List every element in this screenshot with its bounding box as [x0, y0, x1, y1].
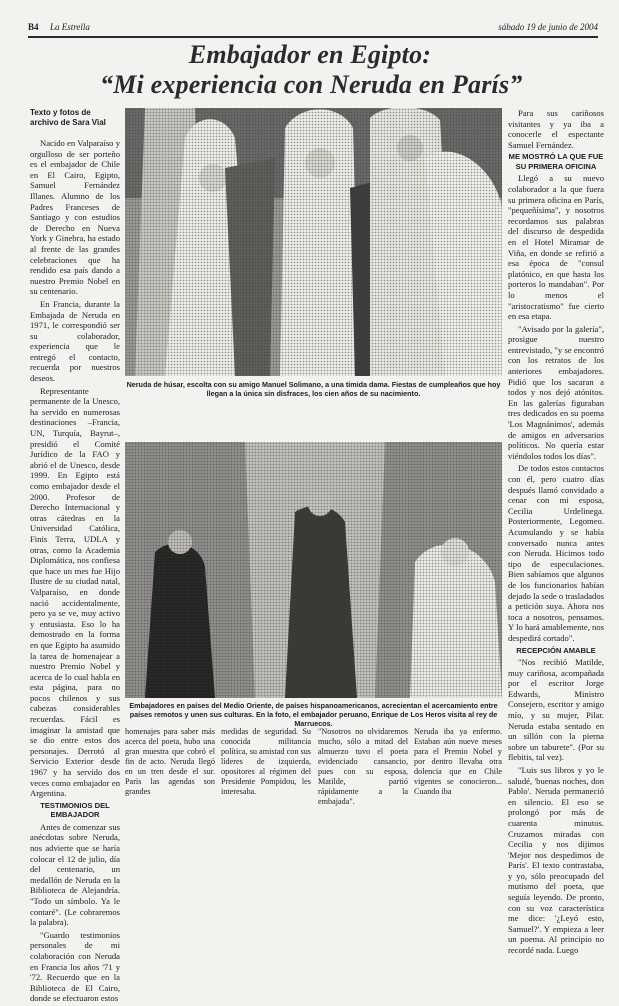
publication-name: La Estrella: [50, 22, 90, 32]
photo-caption-2: Embajadores en países del Medio Oriente, de países hispanoamericanos, acrecientan el acercamiento entre países remotos y unen sus culturas. En la foto, el embajador peruano, Enrique de Los Heros visita al rey de Marruecos.: [129, 701, 498, 728]
paragraph: "Luis sus libros y yo le saludé, 'buenas noches, don Pablo'. Neruda permaneció en silencio. El eso se prolongó por más de cuarenta minutos. Cruzamos miradas con Cecilia y nos dijimos 'Mejor nos despedimos de París'. El texto contrastaba, y yo, sólo preocupado del mutismo del poeta, que seguía leyendo. De pronto, con su voz característica me dice: '¿Leyó esto, Samuel?'. Y empieza a leer un poema. Al principio no recordé nada. Luego: [508, 764, 604, 956]
byline: [30, 108, 120, 128]
paragraph: "Nos recibió Matilde, muy cariñosa, acompañada por el escritor Jorge Edwards, Ministro Consejero, escritor y amigo mío, y su mujer, Pilar. Neruda estaba sentado en un sillón con la pierna sobre un taburete". (Por su flebitis, tal vez).: [508, 657, 604, 763]
paragraph: Para sus cariñosos visitantes y ya iba a conocerle el espectante Samuel Fernández.: [508, 108, 604, 150]
header-rule: [28, 36, 598, 38]
bottom-column-2: medidas de seguridad. Su conocida militancia política, su amistad con sus líderes de izquierda, opositores al régimen del Presidente Pompidou, les interesaba.: [221, 727, 311, 796]
paragraph: Nacido en Valparaíso y orgulloso de ser porteño es el embajador de Chile en El Cairo, Egipto, Samuel Fernández Illanes. Alumno de los Padres Franceses de Santiago y con estudios de Derecho en Nueva York y Ginebra, ha estado al frente de las grandes celebraciones que ha rendido esa país dando a nuestro Premio Nobel en su centenario.: [30, 138, 120, 297]
byline-line-2: archivo de Sara Vial: [30, 118, 106, 127]
paragraph: En Francia, durante la Embajada de Neruda en 1971, le correspondió ser su colaborador, experiencia que le entregó el contacto, recuerda por nuestros deseos.: [30, 298, 120, 384]
paragraph: De todos estos contactos con él, pero cuatro días después llamó convidado a cenar con mi esposa, Cecilia Urdelinega. Posteriormente, Legomeo. Acumulando y se había conversado nunca antes con Neruda. Hicimos todo tipo de especulaciones. Bien sabíamos que algunos de los funcionarios habían dejado la sede o trasladados a petición suya. Ahora nos toca a nosotros, pensamos. Y lo hará amablemente, nos despedirá cortado".: [508, 463, 604, 643]
headline-line-1: Embajador en Egipto:: [188, 40, 432, 69]
left-column: [30, 108, 120, 1006]
photo-ambassador-king: [125, 442, 502, 698]
byline-line-1: Texto y fotos de: [30, 108, 91, 117]
publication-date: sábado 19 de junio de 2004: [498, 22, 598, 32]
photo-neruda-costume: [125, 108, 502, 376]
subheading: TESTIMONIOS DEL EMBAJADOR: [40, 800, 110, 820]
right-column: [508, 108, 604, 958]
headline: [100, 40, 523, 100]
bottom-column-4: Neruda iba ya enfermo. Estaban aún nueve meses para el Premio Nobel y por dentro llevaba otra dolencia que en Chile vigentes se conocieron... Cuando iba: [414, 727, 502, 796]
bottom-column-3: "Nosotros no olvidaremos mucho, sólo a mitad del almuerzo tuvo el poeta evidenciado cansancio, pues con su esposa, Matilde, partió rápidamente a la embajada".: [318, 727, 408, 806]
subheading: ME MOSTRÓ LA QUE FUE SU PRIMERA OFICINA: [508, 152, 604, 171]
photo-neruda-costume-image: [125, 108, 502, 376]
paragraph: "Avisado por la galería", prosigue nuestro entrevistado, "y se encontró con los retratos de los anteriores embajadores. Pidió que los sacaran a todos y nos dejó atónitos. En las galerías figuraban tres dedicados en su poema 'Los Magnánimos', además de amigos en adversarios políticos. No quería estar viéndolos todos los días".: [508, 323, 604, 461]
page-number: B4: [28, 22, 39, 32]
paragraph: "Guardo testimonios personales de mi colaboración con Neruda en Francia los años '71 y '72. Recuerdo que en la Biblioteca de El Cairo, donde se efectuaron estos: [30, 929, 120, 1004]
photo-caption-1: Neruda de húsar, escolta con su amigo Manuel Solimano, a una tímida dama. Fiestas de cumpleaños que hoy llegan a la única sin disfraces, los cien años de su nacimiento.: [126, 380, 501, 398]
page-header: [28, 22, 598, 36]
subheading: RECEPCIÓN AMABLE: [516, 645, 596, 655]
photo-ambassador-king-image: [125, 442, 502, 698]
paragraph: Llegó a su nuevo colaborador a la que fuera su primera oficina en París, "pequeñísima", y nosotros recordamos sus palabras del discurso de despedida en el Hotel Miramar de Viña, en donde se refirió a esa época de "consul platónico, en que hasta los porteros lo mandaban". Por lo menos el "aristocratismo" fue cierto en esa etapa.: [508, 173, 604, 322]
bottom-column-1: homenajes para saber más acerca del poeta, hubo una gran muestra que cobró el fin de acto. Neruda llegó en un tren desde el sur. París las agendas son grandes: [125, 727, 215, 796]
headline-line-2: “Mi experiencia con Neruda en París”: [100, 70, 523, 99]
paragraph: Antes de comenzar sus anécdotas sobre Neruda, nos advierte que se haría colocar el 12 de julio, día del centenario, un medallón de Neruda en la Biblioteca de Alejandría. "Todo un símbolo. Ya le contaré". (Le cobraremos la palabra).: [30, 821, 120, 928]
paragraph: Representante permanente de la Unesco, ha servido en numerosas destinaciones –Francia, UN, Turquía, Bayrut–, presidió el Comité Jurídico de la FAO y abrió el de Unesco, desde 1999. En Egipto está como embajador desde el 2000. Profesor de Derecho Internacional y otras cátedras en la Universidad Católica, Finis Terra, UDLA y otras, como la Academia Diplomática, nos confiesa que hace un mes fue Hijo Ilustre de su ciudad natal, Valparaíso, en donde nació accidentalmente, pero ya se ve, muy activo y entusiasta. Eso lo ha demostrado en la forma en que Egipto ha asumido la tarea de homenajear a nuestro Premio Nobel y acerca de lo cual habla en esta página, para no pocos chilenos y sus cabezas considerables recuerdas. Fácil es imaginar la amistad que se dio entre estos dos personajes. Derrotó al Servicio Exterior desde 1967 y ha servido dos veces como embajador en Argentina.: [30, 385, 120, 799]
